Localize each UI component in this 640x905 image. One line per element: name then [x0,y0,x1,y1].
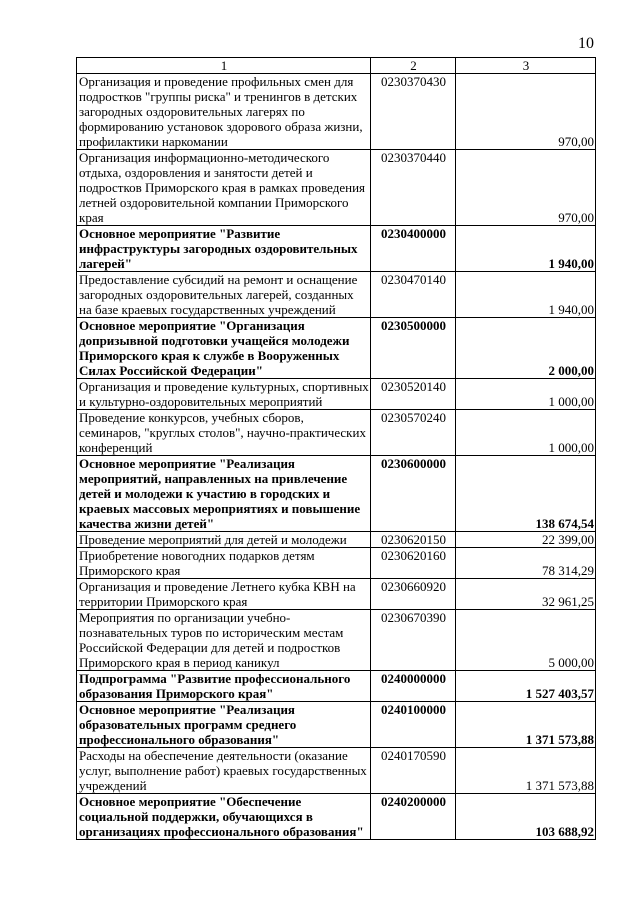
row-amount: 32 961,25 [456,579,596,610]
row-name: Организация и проведение профильных смен для подростков "группы риска" и тренингов в детских загородных оздоровительных лагерях по формированию установок здорового образа жизни, профилактики наркомании [77,74,371,150]
row-code: 0230620150 [371,532,456,548]
row-code: 0230470140 [371,272,456,318]
row-name: Приобретение новогодних подарков детям Приморского края [77,548,371,579]
row-amount: 138 674,54 [456,456,596,532]
row-code: 0240000000 [371,671,456,702]
row-amount: 78 314,29 [456,548,596,579]
row-code: 0230370430 [371,74,456,150]
row-name: Проведение конкурсов, учебных сборов, семинаров, "круглых столов", научно-практических конференций [77,410,371,456]
table-row [77,671,596,702]
table-row [77,410,596,456]
row-name: Основное мероприятие "Реализация образовательных программ среднего профессионального образования" [77,702,371,748]
table-row [77,748,596,794]
row-code: 0230400000 [371,226,456,272]
row-code: 0230500000 [371,318,456,379]
row-amount: 1 000,00 [456,379,596,410]
row-amount: 1 940,00 [456,226,596,272]
row-code: 0230600000 [371,456,456,532]
row-code: 0230670390 [371,610,456,671]
row-amount: 1 940,00 [456,272,596,318]
table-row [77,150,596,226]
row-amount: 5 000,00 [456,610,596,671]
table-row [77,548,596,579]
table-row [77,226,596,272]
row-amount: 1 000,00 [456,410,596,456]
table-header-row [77,58,596,74]
row-name: Проведение мероприятий для детей и молодежи [77,532,371,548]
table-row [77,610,596,671]
table-row [77,579,596,610]
table-row [77,74,596,150]
row-name: Основное мероприятие "Организация допризывной подготовки учащейся молодежи Приморского края к службе в Вооруженных Силах Российской Федерации" [77,318,371,379]
row-amount: 970,00 [456,74,596,150]
table-row [77,318,596,379]
row-code: 0230520140 [371,379,456,410]
row-amount: 1 527 403,57 [456,671,596,702]
table-row [77,456,596,532]
row-code: 0240100000 [371,702,456,748]
column-header-1: 1 [77,58,371,74]
row-amount: 970,00 [456,150,596,226]
row-amount: 1 371 573,88 [456,748,596,794]
row-name: Организация информационно-методического отдыха, оздоровления и занятости детей и подростков Приморского края в рамках проведения летней оздоровительной компании Приморского края [77,150,371,226]
row-name: Организация и проведение культурных, спортивных и культурно-оздоровительных мероприятий [77,379,371,410]
row-name: Расходы на обеспечение деятельности (оказание услуг, выполнение работ) краевых государственных учреждений [77,748,371,794]
row-code: 0230660920 [371,579,456,610]
row-name: Основное мероприятие "Обеспечение социальной поддержки, обучающихся в организациях профессионального образования" [77,794,371,840]
row-amount: 1 371 573,88 [456,702,596,748]
page-number: 10 [578,35,594,52]
row-amount: 22 399,00 [456,532,596,548]
row-code: 0240170590 [371,748,456,794]
table-row [77,532,596,548]
budget-table [76,57,596,840]
table-row [77,379,596,410]
row-name: Предоставление субсидий на ремонт и оснащение загородных оздоровительных лагерей, созданных на базе краевых государственных учреждений [77,272,371,318]
row-amount: 103 688,92 [456,794,596,840]
table-row [77,794,596,840]
column-header-2: 2 [371,58,456,74]
row-name: Мероприятия по организации учебно-познавательных туров по историческим местам Российской Федерации для детей и подростков Приморского края в период каникул [77,610,371,671]
row-code: 0240200000 [371,794,456,840]
row-code: 0230370440 [371,150,456,226]
row-name: Основное мероприятие "Реализация мероприятий, направленных на привлечение детей и молодежи к участию в городских и краевых массовых мероприятиях и повышение качества жизни детей" [77,456,371,532]
row-name: Подпрограмма "Развитие профессионального образования Приморского края" [77,671,371,702]
row-code: 0230570240 [371,410,456,456]
row-name: Основное мероприятие "Развитие инфраструктуры загородных оздоровительных лагерей" [77,226,371,272]
table-row [77,272,596,318]
table-row [77,702,596,748]
row-code: 0230620160 [371,548,456,579]
row-amount: 2 000,00 [456,318,596,379]
row-name: Организация и проведение Летнего кубка КВН на территории Приморского края [77,579,371,610]
column-header-3: 3 [456,58,596,74]
